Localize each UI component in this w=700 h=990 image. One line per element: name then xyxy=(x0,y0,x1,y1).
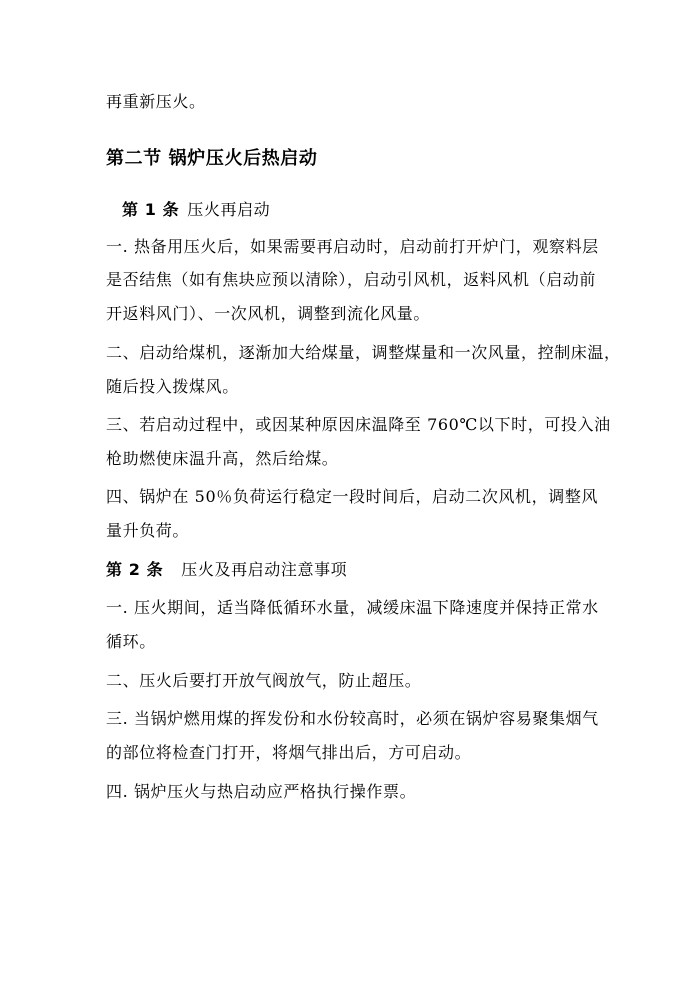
article-2-line: 循环。 xyxy=(106,632,156,651)
article-1-line: 四、锅炉在 50％负荷运行稳定一段时间后，启动二次风机，调整风 xyxy=(106,487,599,506)
article-1-header xyxy=(122,200,270,220)
article-1-title: 压火再启动 xyxy=(187,200,271,219)
article-2-title: 压火及再启动注意事项 xyxy=(181,560,348,579)
article-1-line: 三、若启动过程中，或因某种原因床温降至 760℃以下时，可投入油 xyxy=(106,415,611,434)
section-heading: 第二节 锅炉压火后热启动 xyxy=(106,148,318,169)
article-2-line: 四. 锅炉压火与热启动应严格执行操作票。 xyxy=(106,782,417,801)
article-1-line: 一. 热备用压火后，如果需要再启动时，启动前打开炉门，观察料层 xyxy=(106,237,599,256)
article-1-line: 二、启动给煤机，逐渐加大给煤量，调整煤量和一次风量，控制床温， xyxy=(106,343,621,362)
article-1-line: 开返料风门）、一次风机，调整到流化风量。 xyxy=(106,304,431,323)
article-2-label: 第 2 条 xyxy=(106,560,164,579)
article-1-line: 量升负荷。 xyxy=(106,521,190,540)
article-2-line: 二、压火后要打开放气阀放气，防止超压。 xyxy=(106,671,422,690)
article-2-header xyxy=(106,560,347,580)
article-1-line: 随后投入拨煤风。 xyxy=(106,377,239,396)
continuation-text: 再重新压火。 xyxy=(106,92,206,111)
article-1-line: 枪助燃使床温升高，然后给煤。 xyxy=(106,449,339,468)
article-2-line: 一. 压火期间，适当降低循环水量，减缓床温下降速度并保持正常水 xyxy=(106,598,599,617)
article-2-line: 的部位将检查门打开，将烟气排出后，方可启动。 xyxy=(106,743,472,762)
article-2-line: 三. 当锅炉燃用煤的挥发份和水份较高时，必须在锅炉容易聚集烟气 xyxy=(106,709,599,728)
article-1-label: 第 1 条 xyxy=(122,200,180,219)
article-1-line: 是否结焦（如有焦块应预以清除），启动引风机，返料风机（启动前 xyxy=(106,270,597,289)
